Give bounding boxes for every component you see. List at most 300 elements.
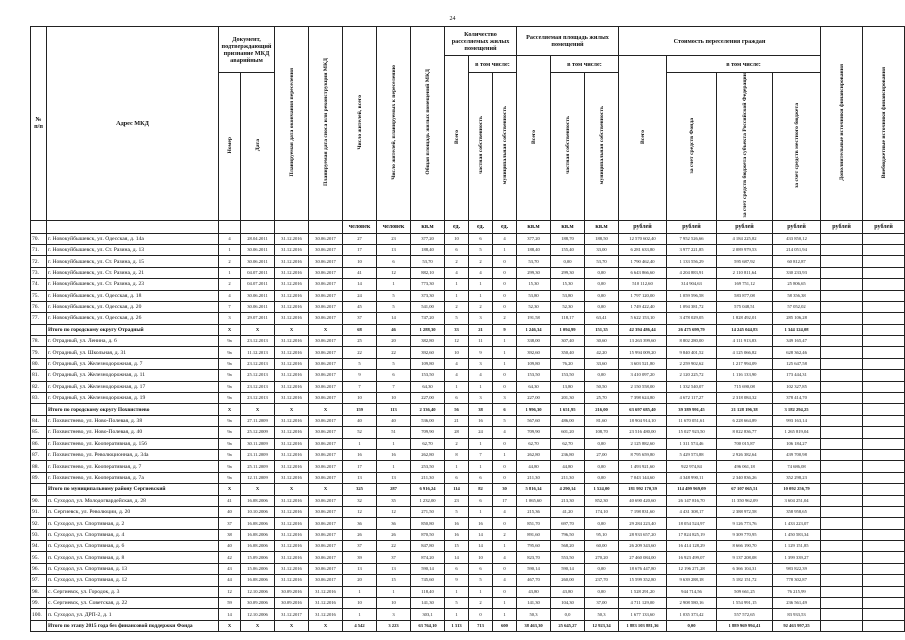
- cell-qp: 24: [469, 427, 493, 438]
- cell-empty: [863, 404, 905, 415]
- cell-am: 270,20: [585, 552, 619, 563]
- cell-n: 87.: [31, 449, 47, 460]
- cell-empty: [821, 336, 863, 347]
- cell-empty: [821, 461, 863, 472]
- cell-date: X: [241, 404, 275, 415]
- cell-rp: 6: [377, 370, 411, 381]
- cell-ap: 104,30: [551, 598, 585, 609]
- cell-qp: 9: [469, 347, 493, 358]
- cell-cr: 2 340 836,26: [717, 472, 773, 483]
- header-area-group: Расселяемая площадь жилых помещений: [517, 27, 619, 56]
- cell-c: 7 043 144,60: [619, 472, 667, 483]
- cell-no: X: [219, 404, 241, 415]
- cell-end: X: [275, 484, 309, 495]
- cell-a: 38 463,30: [517, 620, 551, 631]
- cell-area: 377,20: [411, 233, 445, 244]
- cell-am: 30,60: [585, 336, 619, 347]
- cell-qm: 0: [493, 301, 517, 312]
- cell-addr: г. Новокуйбышевск, ул. Ст. Разина, д. 23: [47, 279, 219, 290]
- cell-cr: 4 184 225,82: [717, 233, 773, 244]
- table-row: [31, 598, 905, 609]
- cell-qm: 4: [493, 427, 517, 438]
- cell-date: X: [241, 324, 275, 335]
- cell-ap: 0,00: [551, 256, 585, 267]
- header-area-private: частная собственность: [551, 73, 585, 221]
- cell-addr: г. Похвистнево, ул. Кооперативная, д. 7: [47, 461, 219, 472]
- table-row: [31, 256, 905, 267]
- cell-dem: 31.12.2016: [309, 586, 343, 597]
- cell-rp: 46: [377, 324, 411, 335]
- cell-q: 1: [445, 381, 469, 392]
- cell-qp: 1: [469, 381, 493, 392]
- cell-am: 63,41: [585, 313, 619, 324]
- cell-rt: 16: [343, 449, 377, 460]
- cell-empty: [863, 415, 905, 426]
- table-row: [31, 393, 905, 404]
- cell-a: 1 065,60: [517, 495, 551, 506]
- cell-date: 10.10.2006: [241, 506, 275, 517]
- cell-qm: 0: [493, 267, 517, 278]
- cell-cl: 76 215,99: [773, 586, 821, 597]
- cell-qm: 600: [493, 620, 517, 631]
- cell-end: 31.12.2016: [275, 233, 309, 244]
- cell-empty: [863, 609, 905, 620]
- cell-empty: [863, 563, 905, 574]
- cell-date: 30.11.2009: [241, 438, 275, 449]
- cell-end: 31.12.2016: [275, 438, 309, 449]
- table-body: [31, 233, 905, 632]
- cell-addr: п. Суходол, ул. ДРП-2, д. 1: [47, 609, 219, 620]
- cell-a: 43,80: [517, 586, 551, 597]
- cell-a: 52,30: [517, 301, 551, 312]
- cell-cf: 1 133 556,29: [667, 256, 717, 267]
- header-qty-including: в том числе:: [469, 56, 517, 73]
- cell-area: 53,70: [411, 256, 445, 267]
- cell-cf: 9 639 288,18: [667, 575, 717, 586]
- cell-qm: 9: [493, 324, 517, 335]
- cell-qp: 6: [469, 563, 493, 574]
- cell-rt: 13: [343, 472, 377, 483]
- cell-ap: 62,70: [551, 438, 585, 449]
- cell-addr: с. Сергиевск, ул. Городок, д. 3: [47, 586, 219, 597]
- cell-date: 30.09.2006: [241, 598, 275, 609]
- unit-cell: кв.м: [585, 220, 619, 233]
- cell-cl: 3 604 251,04: [773, 495, 821, 506]
- cell-cf: 26 147 816,70: [667, 495, 717, 506]
- table-row: [31, 529, 905, 540]
- header-doc-number: Номер: [219, 73, 241, 221]
- cell-cl: 330 233,93: [773, 267, 821, 278]
- cell-n: 79.: [31, 347, 47, 358]
- cell-date: 23.12.2013: [241, 393, 275, 404]
- cell-ap: 155,40: [551, 244, 585, 255]
- cell-cf: 15 027 923,50: [667, 427, 717, 438]
- cell-area: 870,50: [411, 529, 445, 540]
- cell-qp: 11: [469, 336, 493, 347]
- cell-am: 237,70: [585, 575, 619, 586]
- cell-addr: п. Суходол, ул. Спортивная, д. 13: [47, 563, 219, 574]
- cell-qm: 1: [493, 541, 517, 552]
- header-area-municipal: муниципальная собственность: [585, 73, 619, 221]
- cell-dem: 30.06.2017: [309, 267, 343, 278]
- cell-addr: г. Отрадный, ул. Железнодорожная, д. 19: [47, 393, 219, 404]
- cell-ap: 4 290,14: [551, 484, 585, 495]
- cell-addr: Итого по муниципальному району Сергиевский: [47, 484, 219, 495]
- cell-area: 847,80: [411, 541, 445, 552]
- cell-area: 541,00: [411, 301, 445, 312]
- cell-cr: 21 128 196,38: [717, 404, 773, 415]
- unit-cell: рублей: [773, 220, 821, 233]
- cell-rt: 26: [343, 529, 377, 540]
- cell-c: 3 603 521,80: [619, 358, 667, 369]
- cell-addr: п. Суходол, ул. Спортивная, д. 8: [47, 552, 219, 563]
- cell-cl: 60 812,87: [773, 256, 821, 267]
- cell-cf: 922 974,84: [667, 461, 717, 472]
- cell-empty: [821, 347, 863, 358]
- cell-no: 1: [219, 244, 241, 255]
- cell-rt: 159: [343, 404, 377, 415]
- cell-c: 12 570 602,40: [619, 233, 667, 244]
- cell-empty: [821, 415, 863, 426]
- cell-no: 9а: [219, 427, 241, 438]
- cell-rt: 10: [343, 393, 377, 404]
- cell-end: 31.12.2016: [275, 301, 309, 312]
- cell-date: 30.06.2011: [241, 301, 275, 312]
- cell-area: 109,80: [411, 358, 445, 369]
- cell-a: 227,00: [517, 393, 551, 404]
- cell-rt: 39: [343, 552, 377, 563]
- cell-date: 12.10.2006: [241, 586, 275, 597]
- cell-am: 0,00: [585, 563, 619, 574]
- cell-q: 1 313: [445, 620, 469, 631]
- cell-c: 2 125 882,60: [619, 438, 667, 449]
- cell-addr: г. Новокуйбышевск, ул. Ст. Разина, д. 21: [47, 267, 219, 278]
- cell-qp: 5: [469, 575, 493, 586]
- cell-rt: 52: [343, 427, 377, 438]
- cell-date: 12.11.2009: [241, 472, 275, 483]
- cell-no: X: [219, 484, 241, 495]
- cell-no: 38: [219, 529, 241, 540]
- unit-cell: рублей: [821, 220, 863, 233]
- cell-addr: п. Сергиевск, ул. Революции, д. 20: [47, 506, 219, 517]
- cell-no: 9а: [219, 449, 241, 460]
- cell-c: 18 676 447,80: [619, 563, 667, 574]
- cell-addr: г. Новокуйбышевск, ул. Ст. Разина, д. 13: [47, 244, 219, 255]
- cell-end: 31.12.2016: [275, 449, 309, 460]
- cell-cr: 6 366 104,31: [717, 563, 773, 574]
- cell-cl: 628 362,46: [773, 347, 821, 358]
- cell-date: 23.11.2009: [241, 449, 275, 460]
- cell-end: 31.12.2016: [275, 393, 309, 404]
- cell-c: 1 493 921,60: [619, 461, 667, 472]
- table-row: [31, 609, 905, 620]
- cell-empty: [863, 598, 905, 609]
- cell-dem: 30.06.2017: [309, 256, 343, 267]
- cell-a: 392,60: [517, 347, 551, 358]
- cell-qm: 4: [493, 506, 517, 517]
- cell-a: 153,50: [517, 370, 551, 381]
- cell-end: 31.12.2016: [275, 256, 309, 267]
- table-row: [31, 313, 905, 324]
- cell-no: 9а: [219, 415, 241, 426]
- cell-no: 7: [219, 301, 241, 312]
- cell-no: 43: [219, 563, 241, 574]
- cell-qp: 1: [469, 279, 493, 290]
- cell-cl: 1 450 583,34: [773, 529, 821, 540]
- cell-no: 12: [219, 586, 241, 597]
- cell-rp: 23: [377, 233, 411, 244]
- cell-dem: 30.06.2017: [309, 449, 343, 460]
- cell-c: 6 643 866,60: [619, 267, 667, 278]
- cell-cf: 5 429 573,88: [667, 449, 717, 460]
- cell-qm: 0: [493, 586, 517, 597]
- cell-qp: 2: [469, 256, 493, 267]
- cell-addr: г. Похвистнево, ул. Кооперативная, д. 156: [47, 438, 219, 449]
- cell-rp: 13: [377, 472, 411, 483]
- cell-rp: 13: [377, 563, 411, 574]
- cell-q: 6: [445, 563, 469, 574]
- cell-q: 114: [445, 484, 469, 495]
- cell-c: 40 690 420,60: [619, 495, 667, 506]
- cell-no: 9а: [219, 393, 241, 404]
- cell-n: 74.: [31, 279, 47, 290]
- header-doc-group: Документ, подтверждающий признание МКД аварийным: [219, 27, 275, 73]
- table-row: [31, 381, 905, 392]
- cell-date: X: [241, 620, 275, 631]
- cell-area: 211,30: [411, 472, 445, 483]
- cell-cl: 125 647,58: [773, 358, 821, 369]
- cell-cl: 1 344 124,08: [773, 324, 821, 335]
- cell-a: 795,60: [517, 541, 551, 552]
- cell-n: 70.: [31, 233, 47, 244]
- cell-no: 9а: [219, 472, 241, 483]
- header-planned-demolition: Планируемая дата сноса или реконструкции МКД: [309, 27, 343, 221]
- cell-date: 15.06.2006: [241, 563, 275, 574]
- cell-cr: 1 217 994,09: [717, 358, 773, 369]
- cell-qp: 1: [469, 438, 493, 449]
- cell-qm: 1: [493, 347, 517, 358]
- cell-ap: 15,30: [551, 279, 585, 290]
- header-area-total: Всего: [517, 56, 551, 221]
- cell-a: 1 246,34: [517, 324, 551, 335]
- cell-c: 1 528 291,20: [619, 586, 667, 597]
- unit-cell: ед.: [469, 220, 493, 233]
- header-qty-group: Количество расселяемых жилых помещений: [445, 27, 517, 56]
- cell-no: 4: [219, 233, 241, 244]
- cell-ap: 188,70: [551, 233, 585, 244]
- header-num: № п/п: [31, 27, 47, 221]
- cell-am: 0,00: [585, 370, 619, 381]
- cell-n: 93.: [31, 529, 47, 540]
- cell-n: 97.: [31, 575, 47, 586]
- cell-qp: 4: [469, 267, 493, 278]
- cell-cr: 8 022 836,77: [717, 427, 773, 438]
- page-number: 24: [449, 16, 456, 22]
- cell-empty: [821, 279, 863, 290]
- cell-c: 18 904 914,10: [619, 415, 667, 426]
- cell-rp: 3: [377, 609, 411, 620]
- cell-date: 23.12.2013: [241, 336, 275, 347]
- cell-dem: 30.06.2017: [309, 370, 343, 381]
- cell-area: 850,80: [411, 518, 445, 529]
- cell-q: 6: [445, 393, 469, 404]
- cell-end: 31.12.2016: [275, 267, 309, 278]
- cell-am: 0,00: [585, 461, 619, 472]
- header-qty-private: частная собственность: [469, 73, 493, 221]
- cell-empty: [863, 461, 905, 472]
- cell-cf: 9 840 401,52: [667, 347, 717, 358]
- cell-dem: 30.06.2017: [309, 313, 343, 324]
- cell-empty: [863, 575, 905, 586]
- cell-no: 9а: [219, 461, 241, 472]
- cell-end: X: [275, 404, 309, 415]
- cell-rp: 22: [377, 541, 411, 552]
- cell-addr: п. Суходол, ул. Спортивная, д. 12: [47, 575, 219, 586]
- cell-rp: 40: [377, 415, 411, 426]
- cell-cr: 5 182 151,72: [717, 575, 773, 586]
- cell-empty: [863, 506, 905, 517]
- cell-cf: 1 035 373,42: [667, 609, 717, 620]
- cell-n: [31, 620, 47, 631]
- cell-area: 188,40: [411, 244, 445, 255]
- table-row: [31, 586, 905, 597]
- cell-n: 94.: [31, 541, 47, 552]
- cell-cl: 92 463 997,25: [773, 620, 821, 631]
- cell-qm: 0: [493, 438, 517, 449]
- cell-no: 9а: [219, 438, 241, 449]
- cell-date: 04.07.2011: [241, 267, 275, 278]
- cell-empty: [821, 609, 863, 620]
- cell-c: 6 281 633,80: [619, 244, 667, 255]
- cell-date: 30.06.2011: [241, 256, 275, 267]
- cell-rt: 27: [343, 233, 377, 244]
- table-row: [31, 233, 905, 244]
- cell-rp: 12: [377, 267, 411, 278]
- cell-c: 26 209 343,60: [619, 541, 667, 552]
- cell-c: 1 749 422,40: [619, 301, 667, 312]
- cell-ap: 697,70: [551, 518, 585, 529]
- cell-cr: 9 126 773,76: [717, 518, 773, 529]
- cell-empty: [821, 575, 863, 586]
- header-qty-total: Всего: [445, 56, 469, 221]
- cell-q: 21: [445, 415, 469, 426]
- cell-q: 5: [445, 506, 469, 517]
- cell-end: 31.12.2016: [275, 381, 309, 392]
- cell-area: 382,80: [411, 336, 445, 347]
- cell-q: 10: [445, 347, 469, 358]
- cell-rt: 17: [343, 461, 377, 472]
- cell-empty: [863, 518, 905, 529]
- cell-ap: 53,80: [551, 290, 585, 301]
- cell-area: 773,30: [411, 279, 445, 290]
- cell-no: 9а: [219, 347, 241, 358]
- table-row: [31, 449, 905, 460]
- cell-cr: 14 245 044,83: [717, 324, 773, 335]
- cell-cf: 314 904,63: [667, 279, 717, 290]
- cell-area: 118,40: [411, 586, 445, 597]
- cell-empty: [863, 279, 905, 290]
- cell-am: 50,50: [585, 381, 619, 392]
- cell-no: X: [219, 620, 241, 631]
- cell-n: 85.: [31, 427, 47, 438]
- cell-qm: 0: [493, 461, 517, 472]
- cell-date: 27.11.2009: [241, 415, 275, 426]
- cell-area: 227,00: [411, 393, 445, 404]
- cell-cr: 575 048,51: [717, 301, 773, 312]
- cell-addr: г. Похвистнево, ул. Ново-Полевая, д. 40: [47, 427, 219, 438]
- cell-rt: 36: [343, 518, 377, 529]
- cell-date: 30.06.2011: [241, 244, 275, 255]
- cell-n: 90.: [31, 495, 47, 506]
- header-cost-local: за счет средств местного бюджета: [773, 73, 821, 221]
- cell-q: 33: [445, 324, 469, 335]
- cell-ap: 153,50: [551, 370, 585, 381]
- cell-rp: 1: [377, 586, 411, 597]
- cell-n: 73.: [31, 267, 47, 278]
- cell-end: 31.12.2016: [275, 347, 309, 358]
- cell-dem: X: [309, 484, 343, 495]
- table-row: [31, 415, 905, 426]
- cell-area: 392,60: [411, 347, 445, 358]
- cell-cl: 778 302,87: [773, 575, 821, 586]
- cell-qm: 1: [493, 598, 517, 609]
- cell-empty: [863, 449, 905, 460]
- cell-area: 1 232,00: [411, 495, 445, 506]
- cell-end: X: [275, 324, 309, 335]
- cell-a: 62,70: [517, 438, 551, 449]
- cell-date: 15.09.2006: [241, 552, 275, 563]
- cell-no: 2: [219, 279, 241, 290]
- cell-rt: 5: [343, 358, 377, 369]
- cell-empty: [821, 393, 863, 404]
- cell-area: 63 764,10: [411, 620, 445, 631]
- cell-qp: 2: [469, 301, 493, 312]
- cell-dem: X: [309, 620, 343, 631]
- table-row: [31, 267, 905, 278]
- cell-rt: 12: [343, 506, 377, 517]
- cell-cf: 12 196 271,28: [667, 563, 717, 574]
- cell-area: 373,30: [411, 290, 445, 301]
- cell-date: 16.08.2006: [241, 518, 275, 529]
- cell-empty: [863, 393, 905, 404]
- cell-empty: [863, 233, 905, 244]
- cell-qm: 2: [493, 529, 517, 540]
- cell-q: 4: [445, 358, 469, 369]
- cell-ap: 43,80: [551, 586, 585, 597]
- cell-dem: 30.06.2017: [309, 381, 343, 392]
- cell-q: 2: [445, 301, 469, 312]
- cell-dem: 30.06.2017: [309, 244, 343, 255]
- cell-empty: [863, 358, 905, 369]
- cell-end: 30.09.2016: [275, 598, 309, 609]
- cell-cl: 74 686,08: [773, 461, 821, 472]
- cell-q: 12: [445, 336, 469, 347]
- cell-q: 10: [445, 233, 469, 244]
- cell-ap: 236,80: [551, 449, 585, 460]
- cell-empty: [821, 267, 863, 278]
- cell-q: 2: [445, 256, 469, 267]
- cell-q: 14: [445, 552, 469, 563]
- cell-empty: [821, 313, 863, 324]
- cell-qm: 4: [493, 552, 517, 563]
- cell-qp: 6: [469, 233, 493, 244]
- cell-ap: 1 094,99: [551, 324, 585, 335]
- cell-no: 40: [219, 506, 241, 517]
- cell-qp: 6: [469, 472, 493, 483]
- cell-ap: 118,17: [551, 313, 585, 324]
- cell-rp: 10: [377, 598, 411, 609]
- cell-ap: 201,30: [551, 393, 585, 404]
